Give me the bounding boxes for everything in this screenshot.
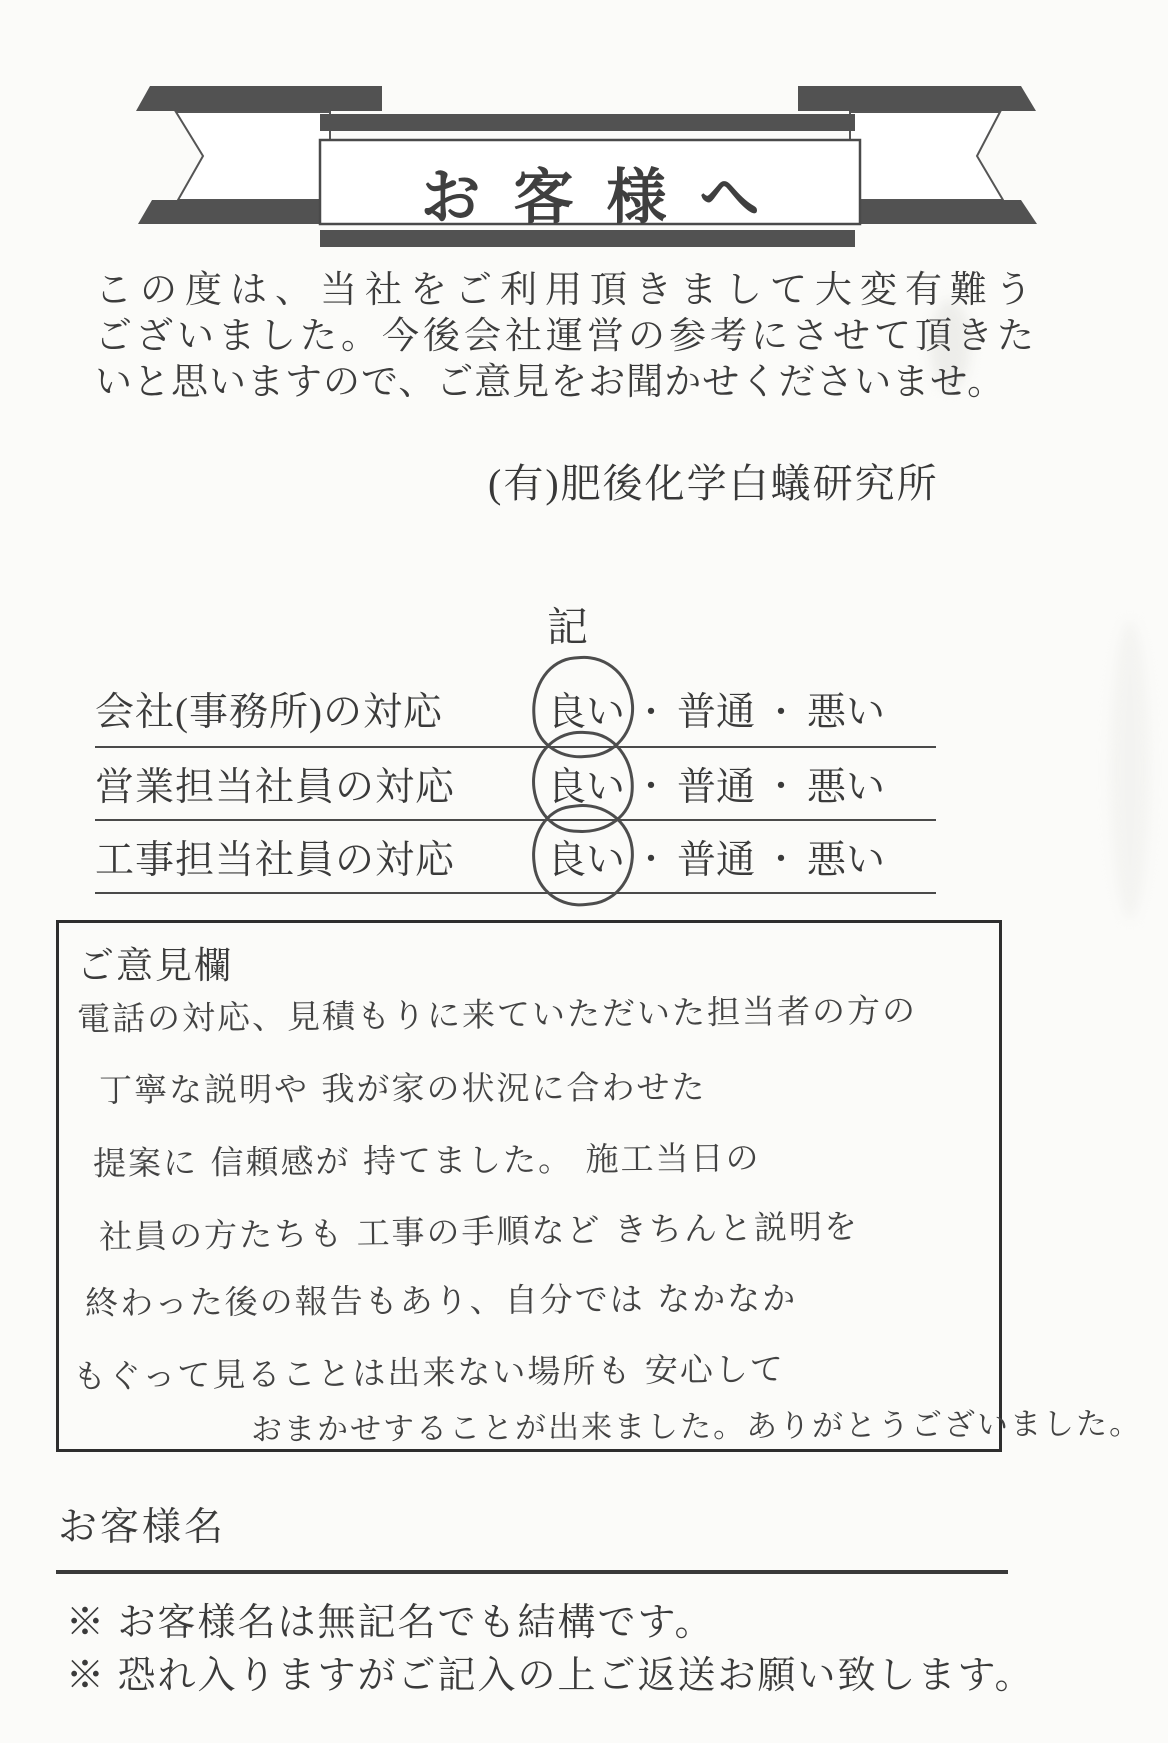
name-divider-line xyxy=(56,1570,1008,1574)
ribbon-banner xyxy=(0,72,1168,272)
rating-label: 営業担当社員の対応 xyxy=(95,765,456,809)
comments-label: ご意見欄 xyxy=(77,946,233,987)
comments-box xyxy=(56,920,1143,1452)
scan-smudge xyxy=(1110,620,1150,920)
intro-line: ございました。今後会社運営の参考にさせて頂きた xyxy=(95,316,1038,357)
rating-option-good-selected: 良い xyxy=(547,756,625,812)
option-separator: ・ xyxy=(764,842,799,879)
option-separator: ・ xyxy=(764,694,799,732)
rating-row-sales-staff xyxy=(95,748,936,821)
option-separator: ・ xyxy=(764,769,799,806)
company-name: (有)肥後化学白蟻研究所 xyxy=(488,461,939,506)
handwritten-line: 終わった後の報告もあり、自分では なかなか xyxy=(84,1278,798,1323)
rating-label: 工事担当社員の対応 xyxy=(95,838,456,882)
page-title: お客様へ xyxy=(420,165,793,231)
intro-line: いと思いますので、ご意見をお聞かせくださいませ。 xyxy=(95,362,1006,403)
rating-option-bad: 悪い xyxy=(807,691,886,734)
rating-options xyxy=(547,821,885,892)
rating-option-normal: 普通 xyxy=(677,691,756,734)
handwritten-line: 提案に 信頼感が 持てました。 施工当日の xyxy=(92,1138,761,1183)
rating-row-office xyxy=(95,672,936,748)
intro-line: この度は、当社をご利用頂きまして大変有難う xyxy=(95,270,1040,311)
rating-option-normal: 普通 xyxy=(677,765,756,809)
option-separator: ・ xyxy=(634,842,669,879)
rating-option-bad: 悪い xyxy=(807,765,886,809)
handwritten-line: 社員の方たちも 工事の手順など きちんと説明を xyxy=(98,1206,860,1257)
option-separator: ・ xyxy=(634,769,669,806)
record-heading: 記 xyxy=(547,604,588,650)
rating-option-good-selected: 良い xyxy=(547,681,625,737)
handwritten-line: 電話の対応、見積もりに来ていただいた担当者の方の xyxy=(76,990,918,1039)
handwritten-line: 丁寧な説明や 我が家の状況に合わせた xyxy=(98,1067,707,1110)
rating-label: 会社(事務所)の対応 xyxy=(95,691,443,734)
rating-row-construction-staff xyxy=(95,821,936,894)
rating-option-bad: 悪い xyxy=(807,838,886,882)
handwritten-line: もぐって見ることは出来ない場所も 安心して xyxy=(72,1349,786,1396)
footnote-return-request: ※ 恐れ入りますがご記入の上ご返送お願い致します。 xyxy=(66,1655,1035,1697)
intro-paragraph xyxy=(95,268,1085,406)
option-separator: ・ xyxy=(634,694,669,732)
handwritten-line: おまかせすることが出来ました。ありがとうございました。 xyxy=(250,1405,1143,1449)
rating-option-normal: 普通 xyxy=(677,838,756,882)
footnote-anonymous-ok: ※ お客様名は無記名でも結構です。 xyxy=(66,1602,715,1644)
rating-option-good-selected: 良い xyxy=(547,829,625,885)
customer-name-label: お客様名 xyxy=(58,1506,227,1549)
